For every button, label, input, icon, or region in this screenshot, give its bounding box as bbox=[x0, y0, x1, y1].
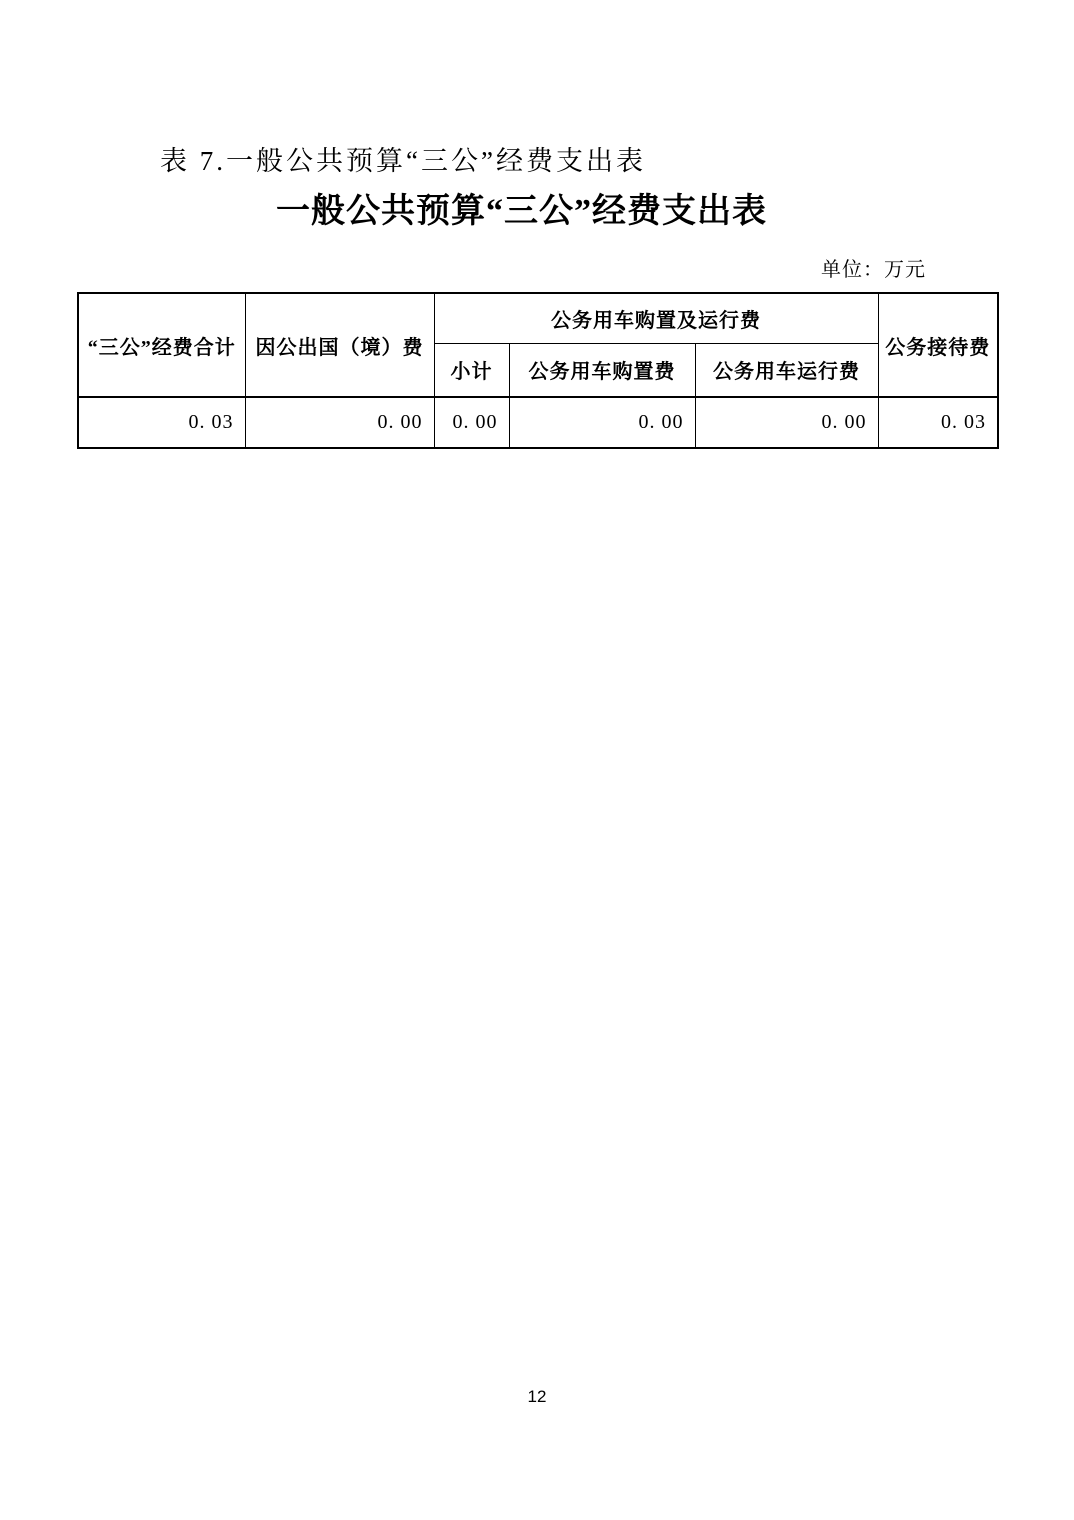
page-number: 12 bbox=[527, 1387, 547, 1406]
unit-label: 单位：万元 bbox=[821, 259, 926, 281]
three-public-expense-table bbox=[77, 292, 999, 449]
cell-total: 0. 03 bbox=[78, 397, 245, 448]
column-header-abroad: 因公出国（境）费 bbox=[245, 293, 434, 397]
cell-vehicle-operation: 0. 00 bbox=[695, 397, 878, 448]
column-header-reception: 公务接待费 bbox=[878, 293, 998, 397]
cell-reception: 0. 03 bbox=[878, 397, 998, 448]
column-header-vehicle-purchase: 公务用车购置费 bbox=[509, 343, 695, 397]
column-header-vehicle-group: 公务用车购置及运行费 bbox=[434, 293, 878, 343]
column-header-vehicle-subtotal: 小计 bbox=[434, 343, 509, 397]
cell-vehicle-purchase: 0. 00 bbox=[509, 397, 695, 448]
column-header-vehicle-operation: 公务用车运行费 bbox=[695, 343, 878, 397]
table-row bbox=[78, 397, 998, 448]
cell-vehicle-subtotal: 0. 00 bbox=[434, 397, 509, 448]
column-header-total: “三公”经费合计 bbox=[78, 293, 245, 397]
page-title: 一般公共预算“三公”经费支出表 bbox=[276, 193, 767, 230]
table-caption: 表 7.一般公共预算“三公”经费支出表 bbox=[160, 146, 646, 176]
cell-abroad: 0. 00 bbox=[245, 397, 434, 448]
